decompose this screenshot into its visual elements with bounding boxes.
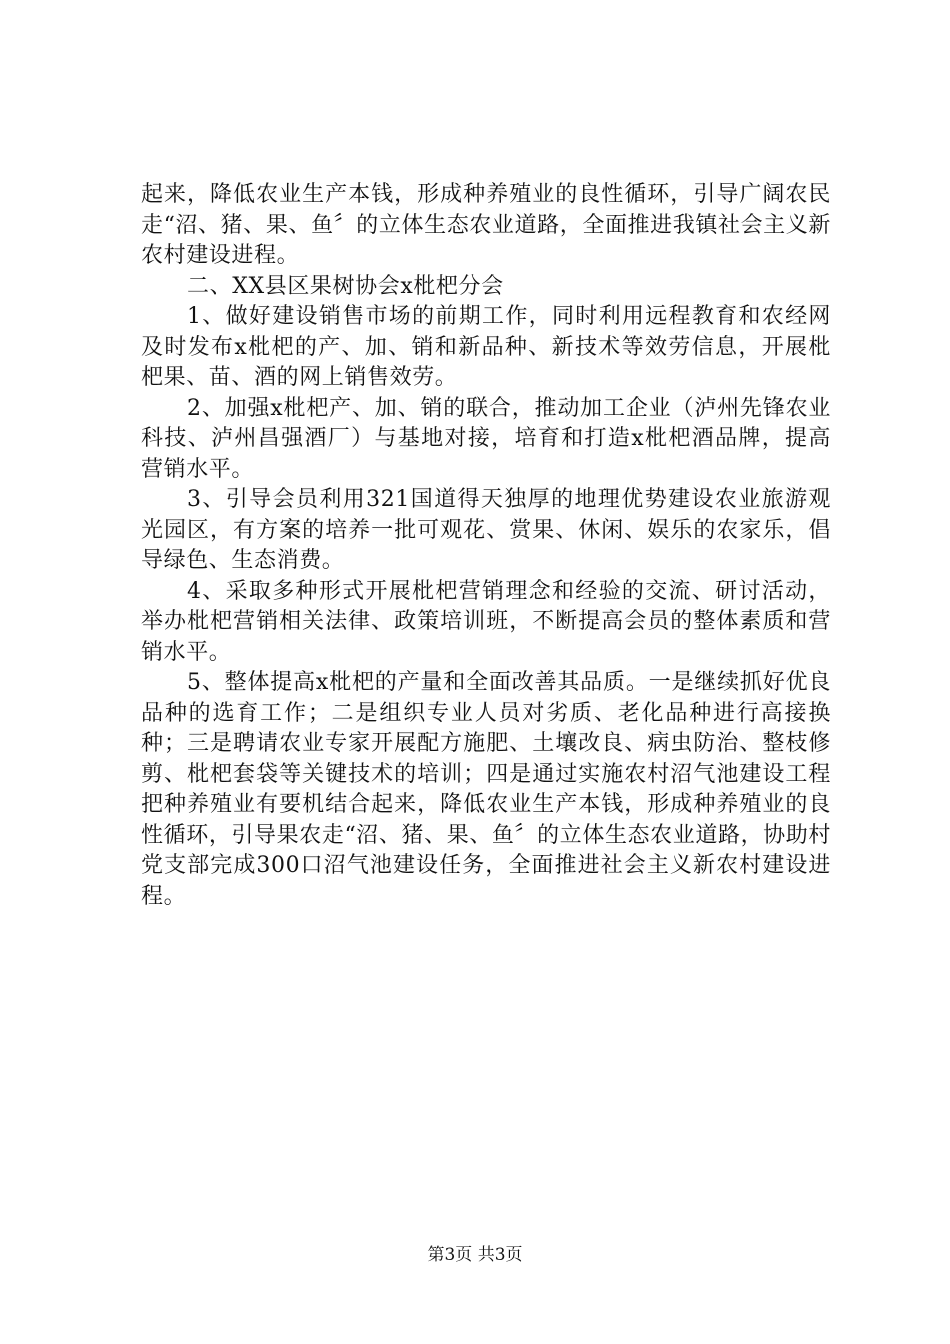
list-item-5: 5、整体提高x枇杷的产量和全面改善其品质。一是继续抓好优良品种的选育工作；二是组织专业人员对劣质、老化品种进行高接换种；三是聘请农业专家开展配方施肥、土壤改良、病虫防治、整枝修剪、枇杷套袋等关键技术的培训；四是通过实施农村沼气池建设工程把种养殖业有要机结合起来，降低农业生产本钱，形成种养殖业的良性循环，引导果农走“沼、猪、果、鱼〞的立体生态农业道路，协助村党支部完成300口沼气池建设任务，全面推进社会主义新农村建设进程。: [141, 670, 831, 909]
page-footer: [0, 1244, 950, 1266]
document-body: [141, 180, 831, 912]
page-number-label: 第3页 共3页: [427, 1245, 523, 1265]
list-item-3: 3、引导会员利用321国道得天独厚的地理优势建设农业旅游观光园区，有方案的培养一批可观花、赏果、休闲、娱乐的农家乐，倡导绿色、生态消费。: [141, 487, 831, 573]
list-item-1: 1、做好建设销售市场的前期工作，同时利用远程教育和农经网及时发布x枇杷的产、加、销和新品种、新技术等效劳信息，开展枇杷果、苗、酒的网上销售效劳。: [141, 304, 831, 390]
list-item-2: 2、加强x枇杷产、加、销的联合，推动加工企业（泸州先锋农业科技、泸州昌强酒厂）与基地对接，培育和打造x枇杷酒品牌，提高营销水平。: [141, 395, 831, 482]
list-item-4: 4、采取多种形式开展枇杷营销理念和经验的交流、研讨活动，举办枇杷营销相关法律、政策培训班，不断提高会员的整体素质和营销水平。: [141, 578, 831, 665]
paragraph-continuation: 起来，降低农业生产本钱，形成种养殖业的良性循环，引导广阔农民走“沼、猪、果、鱼〞的立体生态农业道路，全面推进我镇社会主义新农村建设进程。: [141, 182, 831, 268]
section-heading: 二、XX县区果树协会x枇杷分会: [187, 273, 504, 299]
